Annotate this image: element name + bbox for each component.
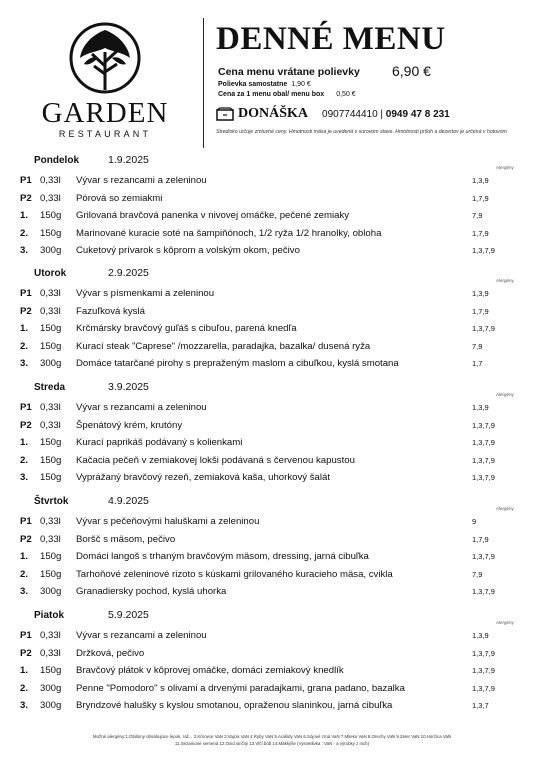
item-dish: Bryndzové halušky s kyslou smotanou, opraženou slaninkou, jarná cibuľka bbox=[76, 700, 393, 712]
item-quantity: 300g bbox=[40, 586, 62, 598]
item-quantity: 150g bbox=[40, 454, 62, 466]
item-number: 1. bbox=[20, 323, 29, 335]
menu-price-value: 6,90 € bbox=[392, 63, 431, 79]
item-allergens: 1,3,7,9 bbox=[472, 552, 495, 562]
item-quantity: 0,33l bbox=[40, 288, 61, 299]
item-allergens: 1,3,7,9 bbox=[472, 587, 495, 597]
item-number: 3. bbox=[20, 472, 29, 484]
day-date: 2.9.2025 bbox=[108, 267, 149, 279]
item-quantity: 0,33l bbox=[40, 419, 61, 431]
day-name: Piatok bbox=[34, 610, 65, 621]
item-allergens: 1,3,7,9 bbox=[472, 246, 495, 256]
menu-item-row bbox=[20, 455, 530, 469]
soup-price-line bbox=[218, 81, 311, 88]
item-dish: Držková, pečivo bbox=[76, 647, 145, 659]
day-date: 4.9.2025 bbox=[108, 495, 149, 507]
item-number: 1. bbox=[20, 551, 29, 563]
item-allergens: 1,7,9 bbox=[472, 306, 489, 316]
menu-item-row bbox=[20, 193, 530, 207]
allergens-column-header: Alergény bbox=[496, 620, 514, 625]
day-name: Streda bbox=[34, 382, 66, 393]
menu-item-row bbox=[20, 665, 530, 679]
tree-logo-icon bbox=[64, 22, 146, 94]
soup-price-label: Polievka samostatne bbox=[218, 81, 288, 88]
item-dish: Bravčový plátok v kôprovej omáčke, domáci zemiakový knedlík bbox=[76, 665, 344, 677]
item-allergens: 1,3,7,9 bbox=[472, 420, 495, 430]
menu-item-row bbox=[20, 288, 530, 302]
item-dish: Granadiersky pochod, kyslá uhorka bbox=[76, 586, 227, 598]
item-allergens: 1,3,7,9 bbox=[472, 438, 495, 448]
item-quantity: 150g bbox=[40, 227, 62, 239]
menu-item-row bbox=[20, 358, 530, 372]
item-allergens: 1,3,7,9 bbox=[472, 324, 495, 334]
item-quantity: 150g bbox=[40, 665, 62, 677]
item-quantity: 0,33l bbox=[40, 192, 61, 204]
allergens-column-header: Alergény bbox=[496, 392, 514, 397]
menu-item-row bbox=[20, 700, 530, 714]
delivery-phones: 0907744410 | 0949 47 8 231 bbox=[322, 108, 450, 120]
item-quantity: 0,33l bbox=[40, 533, 61, 545]
item-number: P1 bbox=[20, 516, 32, 527]
item-number: 2. bbox=[20, 682, 29, 694]
menu-item-row bbox=[20, 630, 530, 644]
item-allergens: 1,7,9 bbox=[472, 534, 489, 544]
item-dish: Vývar s pečeňovými haluškami a zeleninou bbox=[76, 516, 260, 527]
item-allergens: 1,7,9 bbox=[472, 193, 489, 203]
item-quantity: 0,33l bbox=[40, 175, 61, 186]
allergens-column-header: Alergény bbox=[496, 278, 514, 283]
item-dish: Vyprážaný bravčový rezeň, zemiaková kaša, uhorkový šalát bbox=[76, 472, 330, 484]
menu-item-row bbox=[20, 210, 530, 224]
item-dish: Cuketový prívarok s kôprom a volským okom, pečivo bbox=[76, 245, 300, 257]
phone-1[interactable]: 0907744410 bbox=[322, 108, 378, 120]
item-quantity: 150g bbox=[40, 551, 62, 563]
item-allergens: 7,9 bbox=[472, 341, 483, 351]
item-allergens: 1,3,7,9 bbox=[472, 683, 495, 693]
delivery-info bbox=[216, 105, 450, 123]
item-quantity: 0,33l bbox=[40, 305, 61, 317]
item-number: 3. bbox=[20, 586, 29, 598]
menu-price-label: Cena menu vrátane polievky bbox=[218, 66, 360, 78]
item-quantity: 300g bbox=[40, 245, 62, 257]
footer-line-2: 11.Sezamové semená 12.Oxid siričitý 13.Vlčí bôb 14.Mäkkýše (Vysvetlivka : VaN - a výrobky z nich) bbox=[174, 741, 370, 746]
menu-item-row bbox=[20, 175, 530, 189]
item-number: 2. bbox=[20, 340, 29, 352]
item-allergens: 9 bbox=[472, 517, 477, 526]
menu-item-row bbox=[20, 306, 530, 320]
item-quantity: 0,33l bbox=[40, 647, 61, 659]
item-allergens: 7,9 bbox=[472, 211, 483, 221]
item-number: 2. bbox=[20, 568, 29, 580]
item-dish: Tarhoňové zeleninové rizoto s kúskami grilovaného kuracieho mäsa, cvikla bbox=[76, 568, 393, 580]
weights-note: Stredisko určuje zmluvné ceny. Hmotnosti mäsa je uvedená v surovom stave. Hmotnosti príloh a dezertov je určená v hotovom bbox=[216, 129, 507, 135]
item-allergens: 1,3,7,9 bbox=[472, 455, 495, 465]
item-allergens: 1,3,7,9 bbox=[472, 473, 495, 483]
item-allergens: 1,3,7,9 bbox=[472, 648, 495, 658]
item-number: P2 bbox=[20, 533, 32, 545]
item-dish: Domáce tatarčané pirohy s prepraženým maslom a cibuľkou, kyslá smotana bbox=[76, 358, 399, 370]
item-quantity: 150g bbox=[40, 568, 62, 580]
day-date: 3.9.2025 bbox=[108, 381, 149, 393]
item-dish: Kačacia pečeň v zemiakovej lokši podávaná s červenou kapustou bbox=[76, 454, 355, 466]
item-quantity: 0,33l bbox=[40, 630, 61, 641]
box-price-line bbox=[218, 91, 356, 98]
item-dish: Kurací paprikáš podávaný s kolienkami bbox=[76, 437, 243, 449]
item-number: 3. bbox=[20, 245, 29, 257]
menu-item-row bbox=[20, 437, 530, 451]
menu-item-row bbox=[20, 516, 530, 530]
item-allergens: 1,3,9 bbox=[472, 403, 489, 412]
item-number: P1 bbox=[20, 630, 32, 641]
item-allergens: 1,3,9 bbox=[472, 631, 489, 640]
item-allergens: 1,7,9 bbox=[472, 228, 489, 238]
item-dish: Špenátový krém, krutóny bbox=[76, 419, 183, 431]
item-quantity: 300g bbox=[40, 682, 62, 694]
item-number: P2 bbox=[20, 647, 32, 659]
menu-item-row bbox=[20, 551, 530, 565]
item-allergens: 7,9 bbox=[472, 569, 483, 579]
allergens-column-header: Alergény bbox=[496, 506, 514, 511]
item-dish: Vývar s rezancami a zeleninou bbox=[76, 402, 207, 413]
item-dish: Vývar s rezancami a zeleninou bbox=[76, 630, 207, 641]
item-number: P2 bbox=[20, 419, 32, 431]
menu-item-row bbox=[20, 534, 530, 548]
menu-item-row bbox=[20, 683, 530, 697]
item-number: P1 bbox=[20, 402, 32, 413]
item-number: P2 bbox=[20, 305, 32, 317]
day-date: 1.9.2025 bbox=[108, 154, 149, 166]
day-name: Štvrtok bbox=[34, 496, 69, 507]
item-quantity: 150g bbox=[40, 472, 62, 484]
item-number: 1. bbox=[20, 437, 29, 449]
day-name: Utorok bbox=[34, 268, 67, 279]
logo-subtitle: RESTAURANT bbox=[58, 129, 152, 139]
item-quantity: 150g bbox=[40, 340, 62, 352]
item-quantity: 300g bbox=[40, 700, 62, 712]
menu-item-row bbox=[20, 323, 530, 337]
phone-2[interactable]: 0949 47 8 231 bbox=[385, 108, 450, 120]
item-quantity: 150g bbox=[40, 210, 62, 222]
day-date: 5.9.2025 bbox=[108, 609, 149, 621]
page-title: DENNÉ MENU bbox=[216, 21, 446, 57]
item-dish: Domáci langoš s trhaným bravčovým mäsom, dressing, jarná cibuľka bbox=[76, 551, 369, 563]
item-number: 3. bbox=[20, 700, 29, 712]
footer-line-1: Možné alergény:1.Obilniny obsahujúce lepok, raž... 2.Kôrovce VaN 3.Vajcia VaN 4.Ryby VaN 5.Arašidy VaN 6.Sójové zrná VaN 7.Mlieko VaN 8.Orechy VaN 9.Zeler VaN 10.Horčica VaN bbox=[92, 734, 452, 739]
header-divider bbox=[203, 18, 204, 148]
item-number: P2 bbox=[20, 192, 32, 204]
item-number: 1. bbox=[20, 210, 29, 222]
item-quantity: 0,33l bbox=[40, 516, 61, 527]
item-dish: Pórová so zemiakmi bbox=[76, 192, 163, 204]
restaurant-logo bbox=[30, 22, 180, 139]
menu-item-row bbox=[20, 402, 530, 416]
item-quantity: 150g bbox=[40, 437, 62, 449]
menu-item-row bbox=[20, 245, 530, 259]
menu-item-row bbox=[20, 420, 530, 434]
item-number: 2. bbox=[20, 454, 29, 466]
menu-item-row bbox=[20, 228, 530, 242]
item-dish: Vývar s písmenkami a zeleninou bbox=[76, 288, 215, 299]
soup-price-value: 1,90 € bbox=[291, 81, 311, 88]
delivery-label: DONÁŠKA bbox=[238, 106, 309, 121]
menu-item-row bbox=[20, 586, 530, 600]
item-dish: Penne "Pomodoro" s olivami a drvenými paradajkami, grana padano, bazalka bbox=[76, 682, 405, 694]
allergens-footer bbox=[40, 733, 504, 747]
allergens-column-header: Alergény bbox=[496, 165, 514, 170]
delivery-box-icon bbox=[216, 107, 234, 121]
item-quantity: 0,33l bbox=[40, 402, 61, 413]
box-price-label: Cena za 1 menu obal/ menu box bbox=[218, 91, 325, 98]
item-number: 1. bbox=[20, 665, 29, 677]
logo-name: GARDEN bbox=[41, 97, 169, 129]
menu-item-row bbox=[20, 341, 530, 355]
item-dish: Fazuľková kyslá bbox=[76, 305, 145, 317]
day-name: Pondelok bbox=[34, 155, 80, 166]
item-dish: Vývar s rezancami a zeleninou bbox=[76, 175, 207, 186]
item-number: P1 bbox=[20, 288, 32, 299]
box-price-value: 0,50 € bbox=[336, 91, 356, 98]
item-allergens: 1,3,9 bbox=[472, 176, 489, 185]
item-number: 3. bbox=[20, 358, 29, 370]
item-allergens: 1,3,7,9 bbox=[472, 666, 495, 676]
menu-item-row bbox=[20, 569, 530, 583]
menu-item-row bbox=[20, 648, 530, 662]
item-allergens: 1,7 bbox=[472, 359, 483, 369]
item-dish: Krčmársky bravčový guľáš s cibuľou, parená knedľa bbox=[76, 323, 297, 335]
item-number: P1 bbox=[20, 175, 32, 186]
item-number: 2. bbox=[20, 227, 29, 239]
item-dish: Kurací steak "Caprese" /mozzarella, paradajka, bazalka/ dusená ryža bbox=[76, 340, 371, 352]
item-allergens: 1,3,7 bbox=[472, 701, 489, 711]
item-quantity: 150g bbox=[40, 323, 62, 335]
item-quantity: 300g bbox=[40, 358, 62, 370]
item-dish: Grilovaná bravčová panenka v nivovej omáčke, pečené zemiaky bbox=[76, 210, 350, 222]
item-dish: Boršč s mäsom, pečivo bbox=[76, 533, 176, 545]
item-allergens: 1,3,9 bbox=[472, 289, 489, 298]
item-dish: Marinované kuracie soté na šampiňónoch, 1/2 ryža 1/2 hranolky, obloha bbox=[76, 227, 382, 239]
menu-item-row bbox=[20, 472, 530, 486]
